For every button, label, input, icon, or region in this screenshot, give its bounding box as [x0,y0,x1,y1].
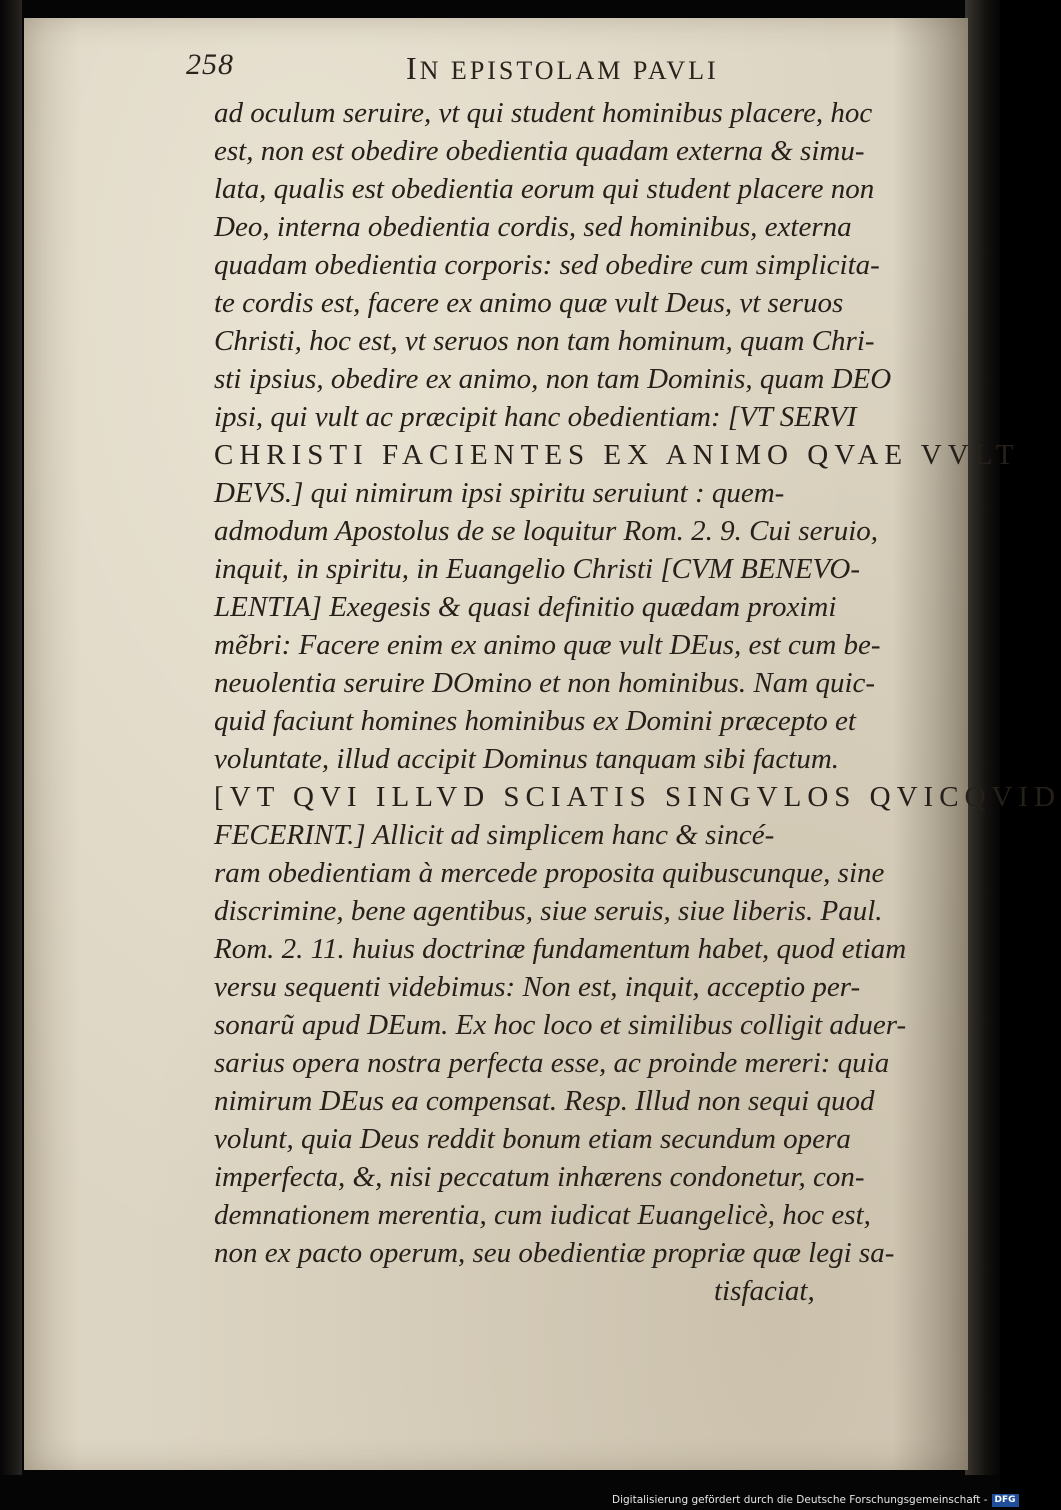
dfg-logo-icon: DFG [992,1494,1019,1507]
page-edge-left [0,0,22,1475]
text-line: sti ipsius, obedire ex animo, non tam Dominis, quam DEO [214,363,892,395]
page-header [186,48,746,88]
text-line: LENTIA] Exegesis & quasi definitio quædam proximi [214,591,837,623]
text-line: inquit, in spiritu, in Euangelio Christi [CVM BENEVO- [214,553,861,585]
text-line: ipsi, qui vult ac præcipit hanc obedientiam: [VT SERVI [214,401,857,433]
text-line: demnationem merentia, cum iudicat Euangelicè, hoc est, [214,1199,871,1231]
catchword: tisfaciat, [714,1275,815,1307]
text-line: Deo, interna obedientia cordis, sed hominibus, externa [214,211,852,243]
text-line: versu sequenti videbimus: Non est, inquit, acceptio per- [214,971,861,1003]
running-head-initial: I [406,50,420,86]
text-line-smallcaps: [VT QVI ILLVD SCIATIS SINGVLOS QVICQVID [214,781,1061,813]
text-line: voluntate, illud accipit Dominus tanquam sibi factum. [214,743,840,775]
book-binding [965,0,1000,1475]
text-line: ad oculum seruire, vt qui student hominibus placere, hoc [214,97,873,129]
text-line: Rom. 2. 11. huius doctrinæ fundamentum habet, quod etiam [214,933,907,965]
text-line: Christi, hoc est, vt seruos non tam hominum, quam Chri- [214,325,875,357]
footer-text: Digitalisierung gefördert durch die Deutsche Forschungsgemeinschaft - [612,1494,988,1506]
running-head-text: N EPISTOLAM PAVLI [419,56,719,85]
text-line: quid faciunt homines hominibus ex Domini præcepto et [214,705,856,737]
text-line: est, non est obedire obedientia quadam externa & simu- [214,135,865,167]
text-line: non ex pacto operum, seu obedientiæ propriæ quæ legi sa- [214,1237,895,1269]
text-line: quadam obedientia corporis: sed obedire cum simplicita- [214,249,880,281]
text-line: volunt, quia Deus reddit bonum etiam secundum opera [214,1123,851,1155]
text-line: FECERINT.] Allicit ad simplicem hanc & sincé- [214,819,775,851]
text-line: lata, qualis est obedientia eorum qui student placere non [214,173,875,205]
page-number: 258 [186,48,234,81]
text-line: nimirum DEus ea compensat. Resp. Illud non sequi quod [214,1085,875,1117]
text-line: admodum Apostolus de se loquitur Rom. 2. 9. Cui seruio, [214,515,879,547]
text-line: ram obedientiam à mercede proposita quibuscunque, sine [214,857,885,889]
text-line: te cordis est, facere ex animo quæ vult Deus, vt seruos [214,287,844,319]
text-line: DEVS.] qui nimirum ipsi spiritu seruiunt : quem- [214,477,785,509]
text-line: discrimine, bene agentibus, siue seruis, siue liberis. Paul. [214,895,883,927]
footer-credit [612,1490,1016,1510]
text-line-smallcaps: CHRISTI FACIENTES EX ANIMO QVAE VVLT [214,439,1020,471]
text-line: sarius opera nostra perfecta esse, ac proinde mereri: quia [214,1047,890,1079]
text-line: imperfecta, &, nisi peccatum inhærens condonetur, con- [214,1161,865,1193]
text-line: mẽbri: Facere enim ex animo quæ vult DEus, est cum be- [214,629,881,661]
running-head [406,50,719,87]
text-line: neuolentia seruire DOmino et non hominibus. Nam quic- [214,667,876,699]
text-line: sonarũ apud DEum. Ex hoc loco et similibus colligit aduer- [214,1009,907,1041]
